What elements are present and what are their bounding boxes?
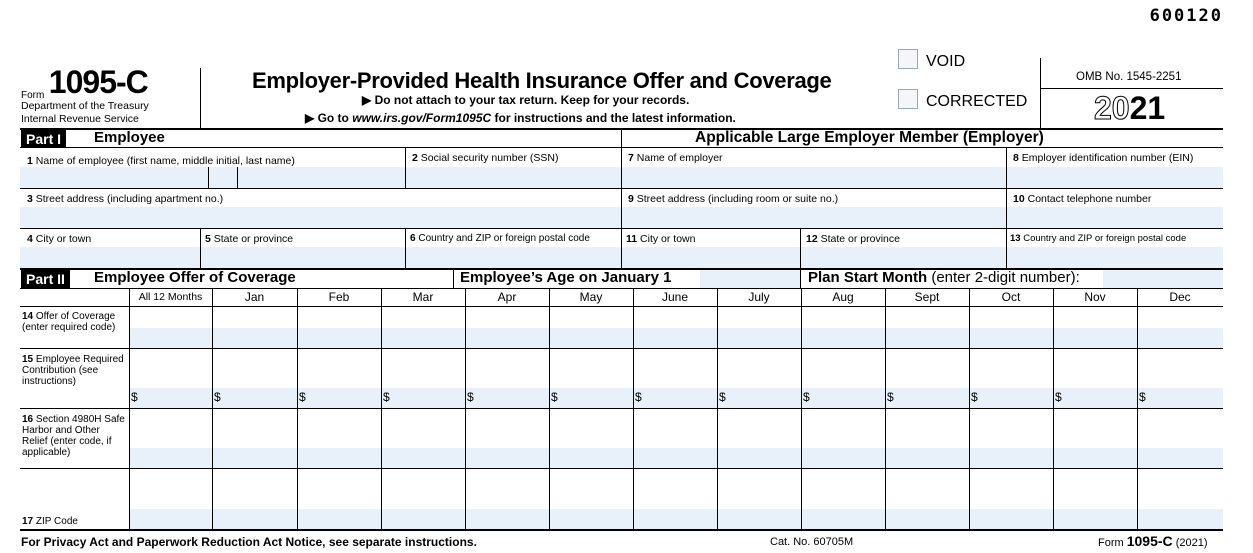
employee-age-label: Employee’s Age on January 1 bbox=[460, 269, 672, 286]
employee-name-input[interactable] bbox=[20, 167, 405, 188]
field-6-label bbox=[410, 233, 590, 244]
employer-zip-input[interactable] bbox=[1006, 247, 1223, 268]
employee-age-input[interactable] bbox=[700, 270, 800, 288]
instruction-1: ▶ Do not attach to your tax return. Keep for your records. bbox=[362, 93, 690, 107]
dollar-sign: $ bbox=[1139, 390, 1146, 404]
field-11-num: 11 bbox=[626, 233, 638, 245]
employee-state-input[interactable] bbox=[200, 247, 405, 268]
row-16-label bbox=[22, 414, 126, 458]
month-header-sept: Sept bbox=[914, 290, 940, 304]
tax-year-outline: 20 bbox=[1094, 90, 1130, 126]
month-header-all12: All 12 Months bbox=[138, 291, 203, 303]
month-header-nov: Nov bbox=[1084, 290, 1106, 304]
omb-number: OMB No. 1545-2251 bbox=[1076, 71, 1182, 83]
plan-start-rest: (enter 2-digit number): bbox=[927, 269, 1080, 286]
field-6-text: Country and ZIP or foreign postal code bbox=[418, 233, 590, 244]
instruction-2-post: for instructions and the latest information. bbox=[491, 111, 736, 125]
plan-start-bold: Plan Start Month bbox=[808, 269, 928, 286]
month-header-aug: Aug bbox=[832, 290, 854, 304]
part-2-tag: Part II bbox=[21, 270, 70, 288]
dollar-sign: $ bbox=[467, 390, 474, 404]
contact-phone-input[interactable] bbox=[1006, 207, 1223, 228]
dept-line-2: Internal Revenue Service bbox=[21, 113, 139, 125]
field-8-num: 8 bbox=[1013, 152, 1019, 164]
field-4-num: 4 bbox=[27, 233, 33, 245]
dept-line-1: Department of the Treasury bbox=[21, 100, 149, 112]
dollar-sign: $ bbox=[131, 390, 138, 404]
field-11-label bbox=[626, 233, 695, 245]
field-12-text: State or province bbox=[820, 233, 900, 245]
footer-form-word: Form bbox=[1098, 537, 1124, 549]
footer-year: (2021) bbox=[1175, 537, 1208, 549]
part-1-tag: Part I bbox=[21, 130, 66, 148]
field-7-num: 7 bbox=[628, 152, 634, 164]
row-15-inputs[interactable] bbox=[129, 349, 1223, 408]
field-10-num: 10 bbox=[1013, 193, 1025, 205]
field-4-label bbox=[27, 233, 91, 245]
row-17-num: 17 bbox=[22, 516, 34, 527]
dollar-sign: $ bbox=[299, 390, 306, 404]
field-8-text: Employer identification number (EIN) bbox=[1021, 152, 1194, 164]
plan-start-input[interactable] bbox=[1103, 270, 1223, 288]
privacy-notice: For Privacy Act and Paperwork Reduction Act Notice, see separate instructions. bbox=[21, 535, 477, 549]
row-16-num: 16 bbox=[22, 414, 34, 425]
row-17-text: ZIP Code bbox=[35, 516, 78, 527]
corrected-checkbox[interactable] bbox=[898, 89, 918, 109]
month-header-july: July bbox=[748, 290, 770, 304]
field-1-num: 1 bbox=[27, 155, 33, 167]
form-title: Employer-Provided Health Insurance Offer and Coverage bbox=[252, 68, 832, 93]
form-code: 600120 bbox=[1149, 6, 1223, 26]
month-header-oct: Oct bbox=[1001, 290, 1021, 304]
dollar-sign: $ bbox=[719, 390, 726, 404]
employer-name-input[interactable] bbox=[621, 167, 1006, 188]
footer-form-id bbox=[1098, 533, 1208, 549]
dollar-sign: $ bbox=[635, 390, 642, 404]
row-14-label bbox=[22, 311, 126, 333]
dollar-sign: $ bbox=[887, 390, 894, 404]
catalog-number: Cat. No. 60705M bbox=[770, 536, 854, 548]
employer-state-input[interactable] bbox=[800, 247, 1006, 268]
row-15-label bbox=[22, 354, 126, 387]
field-8-label bbox=[1013, 152, 1193, 164]
row-15-num: 15 bbox=[22, 354, 34, 365]
row-14-num: 14 bbox=[22, 311, 34, 322]
month-header-may: May bbox=[579, 290, 603, 304]
employee-city-input[interactable] bbox=[20, 247, 200, 268]
field-5-text: State or province bbox=[213, 233, 294, 245]
form-number-block bbox=[21, 64, 148, 101]
row-17-inputs[interactable] bbox=[129, 469, 1223, 529]
field-1-label bbox=[27, 155, 295, 167]
field-2-num: 2 bbox=[412, 152, 418, 164]
month-header-feb: Feb bbox=[328, 290, 350, 304]
month-header-mar: Mar bbox=[412, 290, 434, 304]
field-13-num: 13 bbox=[1010, 233, 1021, 244]
instruction-2 bbox=[305, 111, 736, 125]
employer-street-input[interactable] bbox=[621, 207, 1006, 228]
ein-input[interactable] bbox=[1006, 167, 1223, 188]
field-11-text: City or town bbox=[640, 233, 696, 245]
field-12-label bbox=[806, 233, 900, 245]
field-10-text: Contact telephone number bbox=[1027, 193, 1152, 205]
row-14-text: Offer of Coverage (enter required code) bbox=[22, 311, 116, 333]
field-3-num: 3 bbox=[27, 193, 33, 205]
footer-form-number: 1095-C bbox=[1126, 533, 1173, 549]
irs-link[interactable]: www.irs.gov/Form1095C bbox=[352, 111, 492, 125]
void-checkbox[interactable] bbox=[898, 49, 918, 69]
field-6-num: 6 bbox=[410, 233, 416, 244]
employer-city-input[interactable] bbox=[621, 247, 800, 268]
corrected-label: CORRECTED bbox=[926, 93, 1028, 110]
field-10-label bbox=[1013, 193, 1151, 205]
void-label: VOID bbox=[926, 53, 966, 70]
field-4-text: City or town bbox=[35, 233, 92, 245]
plan-start-label bbox=[808, 269, 1080, 286]
dollar-sign: $ bbox=[383, 390, 390, 404]
field-7-text: Name of employer bbox=[636, 152, 723, 164]
field-9-text: Street address (including room or suite no.) bbox=[636, 193, 839, 205]
form-word: Form bbox=[21, 90, 45, 101]
row-16-inputs[interactable] bbox=[129, 409, 1223, 468]
field-5-label bbox=[205, 233, 293, 245]
part-2-title: Employee Offer of Coverage bbox=[94, 269, 296, 286]
employer-section-title: Applicable Large Employer Member (Employer) bbox=[695, 129, 1044, 146]
row-15-text: Employee Required Contribution (see instructions) bbox=[22, 354, 124, 387]
field-7-label bbox=[628, 152, 723, 164]
tax-year-bold: 21 bbox=[1129, 90, 1166, 126]
dollar-sign: $ bbox=[214, 390, 221, 404]
row-14-inputs[interactable] bbox=[129, 307, 1223, 348]
tax-year bbox=[1094, 90, 1165, 127]
instruction-2-pre: ▶ Go to bbox=[305, 111, 353, 125]
row-16-text: Section 4980H Safe Harbor and Other Relief (enter code, if applicable) bbox=[22, 414, 125, 458]
month-header-apr: Apr bbox=[497, 290, 517, 304]
dollar-sign: $ bbox=[1055, 390, 1062, 404]
ssn-input[interactable] bbox=[405, 167, 621, 188]
row-17-label bbox=[22, 516, 126, 527]
field-9-label bbox=[628, 193, 838, 205]
field-9-num: 9 bbox=[628, 193, 634, 205]
month-header-jan: Jan bbox=[244, 290, 265, 304]
field-5-num: 5 bbox=[205, 233, 211, 245]
field-13-label bbox=[1010, 233, 1186, 244]
dollar-sign: $ bbox=[971, 390, 978, 404]
part-1-title: Employee bbox=[94, 129, 165, 146]
field-2-text: Social security number (SSN) bbox=[420, 152, 559, 164]
employee-street-input[interactable] bbox=[20, 207, 621, 228]
employee-zip-input[interactable] bbox=[405, 247, 621, 268]
field-13-text: Country and ZIP or foreign postal code bbox=[1023, 233, 1187, 244]
month-header-june: June bbox=[661, 290, 689, 304]
form-number: 1095-C bbox=[48, 64, 148, 100]
field-3-label bbox=[27, 193, 223, 205]
field-1-text: Name of employee (first name, middle initial, last name) bbox=[35, 155, 295, 167]
field-2-label bbox=[412, 152, 558, 164]
dollar-sign: $ bbox=[803, 390, 810, 404]
month-header-dec: Dec bbox=[1169, 290, 1191, 304]
dollar-sign: $ bbox=[551, 390, 558, 404]
field-3-text: Street address (including apartment no.) bbox=[35, 193, 224, 205]
field-12-num: 12 bbox=[806, 233, 818, 245]
